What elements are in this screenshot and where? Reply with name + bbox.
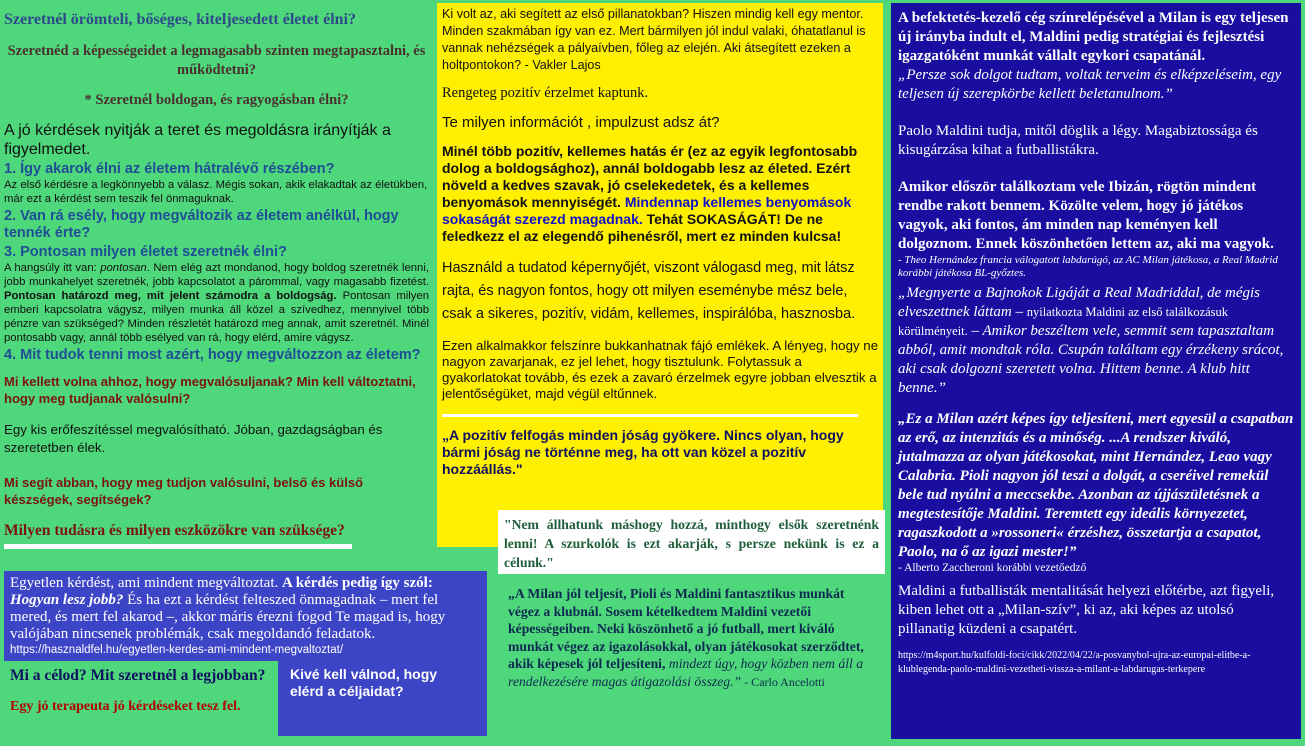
positive-effects-text: Minél több pozitív, kellemes hatás ér (ez az egyik legfontosabb dolog a boldogsághoz), annál boldogabb lesz az életed. Ezért növeld a kedves szavak, jó cselekedetek, és a kellemes benyomások mennyiségét. Mindennap kellemes benyomások sokaságát szerezd magadnak. Tehát SOKASÁGÁT! De ne feledkezz el az elegendő pihenésről, mert ez minden kulcsa! bbox=[442, 143, 858, 244]
impulse-question: Te milyen információt , impulzust adsz át? bbox=[442, 114, 720, 131]
maldini-quote: „Persze sok dolgot tudtam, voltak terveim és elképzeléseim, egy teljesen új szerepkörbe kellett beletanulnom.” bbox=[898, 67, 1282, 102]
single-question-text: Egyetlen kérdést, ami mindent megváltoztat. A kérdés pedig így szól: Hogyan lesz jobb? És ha ezt a kérdést felteszed önmagadnak – mert fel mered, és mert fel akarod –, akkor máris érezni fogod Te magad is, hogy valójában nincsenek problémák, csak megoldandó feladatok. bbox=[10, 575, 446, 642]
question-3-text: A hangsúly itt van: pontosan. Nem elég azt mondanod, hogy boldog szeretnék lenni, jobb munkahelyet szeretnék, jobb kapcsolatot a párommal, vagy magasabb fizetést. Pontosan határozd meg, mit jelent számodra a boldogság. Pontosan milyen emberi kapcsolatra vágysz, milyen munka áll közel a szívedhez, mennyivel több pénzre van szükséged? Minden részletét határozd meg annak, amit szeretnél. Minél pontosabb vagy, annál több esélyed van rá, hogy elérd, amire vágysz. bbox=[4, 262, 429, 344]
question-what-needed: Mi kellett volna ahhoz, hogy megvalósuljanak? Min kell változtatni, hogy meg tudjanak valósulni? bbox=[4, 374, 416, 406]
first-place-quote: "Nem állhatunk máshogy hozzá, minthogy elsők szeretnénk lenni! A szurkolók is ezt akarják, s persze nekünk is ez a célunk." bbox=[504, 517, 879, 570]
consciousness-screen-text: Használd a tudatod képernyőjét, viszont válogasd meg, mit látsz rajta, és nagyon fontos, hogy ott milyen eseménybe mész bele, csak a sikeres, pozitív, vidám, kellemes, inspirálóba, hasznosba. bbox=[442, 260, 856, 322]
who-question: Kivé kell válnod, hogy elérd a céljaidat? bbox=[290, 666, 438, 699]
single-question-box bbox=[4, 571, 487, 736]
heading-happiness: * Szeretnél boldogan, és ragyogásban élni? bbox=[84, 92, 349, 108]
question-1-text: Az első kérdésre a legkönnyebb a válasz. Mégis sokan, akik elakadtak az életükben, már ezt a kérdést sem teszik fel önmaguknak. bbox=[4, 179, 428, 205]
zaccheroni-quote: „Ez a Milan azért képes így teljesíteni, mert egyesül a csapatban az erő, az intenzitás és a minőség. ...A rendszer kiváló, jutalmazza az olyan játékosokat, mint Hernández, Leao vagy Calabria. Pioli nagyon jól teszi a dolgát, a cseréivel remekül bele tud nyúlni a meccsekbe. Azonban az újjászületésnek a megtestesítője Maldini. Teremtett egy ideális környezetet, ragaszkodott a »rossoneri« érzéshez, összetartja a csapatot, Paolo, na ő az igazi mester!” bbox=[898, 411, 1294, 560]
therapist-text: Egy jó terapeuta jó kérdéseket tesz fel. bbox=[10, 699, 241, 714]
milan-heart-text: Maldini a futballisták mentalitását helyezi előtérbe, azt figyeli, kiben lehet ott a „Milan-szív”, ki az, aki képes az utolsó pillanatig küzdeni a csapatért. bbox=[898, 583, 1275, 637]
goal-box bbox=[4, 661, 278, 741]
positive-emotions: Rengeteg pozitív érzelmet kaptunk. bbox=[442, 85, 649, 101]
mentor-quote: Ki volt az, aki segített az első pillanatokban? Hiszen mindig kell egy mentor. Minden szakmában így van ez. Mert bármilyen jól indul valaki, óhatatlanul is vannak nehézségek a pályaívben, főleg az elején. Aki átsegített ezeken a holtpontokon? - Vakler Lajos bbox=[442, 7, 866, 72]
source-link[interactable]: https://m4sport.hu/kulfoldi-foci/cikk/2022/04/22/a-posvanybol-ujra-az-europai-elitbe-a-klublegenda-paolo-maldini-vezetheti-vissza-a-milant-a-labdarugas-terkepere bbox=[898, 650, 1251, 675]
question-4: 4. Mit tudok tenni most azért, hogy megváltozzon az életem? bbox=[4, 347, 421, 363]
question-2: 2. Van rá esély, hogy megváltozik az életem anélkül, hogy tennék érte? bbox=[4, 208, 399, 241]
positive-attitude-quote: „A pozitív felfogás minden jóság gyökere. Nincs olyan, hogy bármi jóság ne történne meg, ha ott van közel a pozitív hozzáállás." bbox=[442, 427, 844, 477]
milan-investment-text: A befektetés-kezelő cég színrelépésével a Milan is egy teljesen új irányba indult el, Maldini pedig stratégiai és fejlesztési igazgatóként munkát vállalt egykori csapatánál. bbox=[898, 10, 1289, 64]
memories-text: Ezen alkalmakkor felszínre bukkanhatnak fájó emlékek. A lényeg, hogy ne nagyon zavarjanak, ez jel lehet, hogy tisztulunk. Folytassuk a gyakorlatokat tovább, és ezek a zavaró érzelmek egyre jobban elvesztik a jelentőségüket, majd végül eltűnnek. bbox=[442, 338, 879, 401]
goal-question: Mi a célod? Mit szeretnél a legjobban? bbox=[10, 667, 266, 684]
question-3: 3. Pontosan milyen életet szeretnék élni? bbox=[4, 244, 287, 260]
ancelotti-quote-box bbox=[500, 585, 884, 737]
source-link[interactable]: https://hasznaldfel.hu/egyetlen-kerdes-ami-mindent-megvaltoztat/ bbox=[10, 644, 344, 656]
question-1: 1. Így akarok élni az életem hátralévő részében? bbox=[4, 161, 335, 177]
heading-abilities: Szeretnéd a képességeidet a legmagasabb szinten megtapasztalni, és működtetni? bbox=[7, 43, 426, 78]
ancelotti-quote: „A Milan jól teljesít, Pioli és Maldini fantasztikus munkát végez a klubnál. Sosem kételkedtem Maldini vezetői képességeiben. Neki köszönhető a jó futball, mert kiváló munkát végez az igazolásokkal, olyan játékosokat szerződtet, akik képesek jól teljesíteni, mindezt úgy, hogy közben nem áll a rendelkezésére magas átigazolási összeg.” - Carlo Ancelotti bbox=[508, 586, 864, 689]
maldini-column bbox=[891, 3, 1301, 739]
maldini-charisma-text: Paolo Maldini tudja, mitől döglik a légy. Magabiztossága és kisugárzása kihat a futballistákra. bbox=[898, 123, 1258, 158]
white-quote-box bbox=[498, 510, 885, 574]
intro-text: A jó kérdések nyitják a teret és megoldásra irányítják a figyelmedet. bbox=[4, 122, 391, 158]
question-what-helps: Mi segít abban, hogy meg tudjon valósulni, belső és külső készségek, segítségek? bbox=[4, 475, 363, 507]
theo-quote: Amikor először találkoztam vele Ibizán, rögtön mindent rendbe rakott bennem. Közölte velem, hogy jó játékos vagyok, aki fontos, ám minden nap keményen kell dolgoznom. Ennek köszönhetően lettem az, aki ma vagyok. bbox=[898, 179, 1274, 252]
achievable-text: Egy kis erőfeszítéssel megvalósítható. Jóban, gazdagságban és szeretetben élek. bbox=[4, 422, 383, 455]
divider bbox=[4, 544, 352, 549]
divider bbox=[442, 414, 858, 417]
question-knowledge-tools: Milyen tudásra és milyen eszközökre van szüksége? bbox=[4, 522, 345, 539]
maldini-on-theo: „Megnyerte a Bajnokok Ligáját a Real Madriddal, de mégis elveszettnek láttam – nyilatkozta Maldini az első találkozásuk körülményeit. – Amikor beszéltem vele, semmit sem tapasztaltam abból, amit mondtak róla. Csupán találtam egy érzékeny srácot, aki csak dolgozni szeretett volna. Hittem benne. A klub hitt benne.” bbox=[898, 285, 1284, 396]
yellow-box bbox=[437, 3, 883, 547]
zaccheroni-credit: - Alberto Zaccheroni korábbi vezetőedző bbox=[898, 562, 1087, 574]
theo-credit: - Theo Hernández francia válogatott labdarúgó, az AC Milan játékosa, a Real Madrid korábbi játékosa BL-győztes. bbox=[898, 254, 1278, 279]
heading-fulfilled-life: Szeretnél örömteli, bőséges, kiteljesedett életet élni? bbox=[4, 11, 357, 28]
left-column bbox=[0, 0, 433, 548]
